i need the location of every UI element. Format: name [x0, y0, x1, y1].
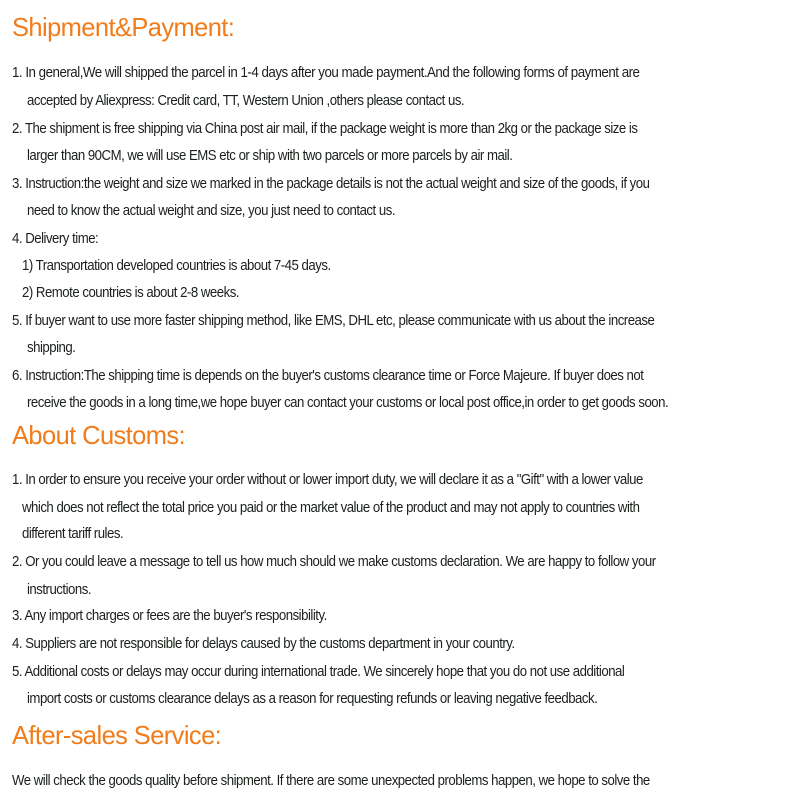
text-line: instructions. — [27, 582, 92, 598]
text-line: different tariff rules. — [22, 526, 124, 542]
text-line: larger than 90CM, we will use EMS etc or ship with two parcels or more parcels by air mail. — [27, 148, 513, 164]
text-line: receive the goods in a long time,we hope buyer can contact your customs or local post office,in order to get goods soon. — [27, 395, 669, 411]
section-heading-shipment-payment: Shipment&Payment: — [12, 12, 235, 42]
text-line: 6. Instruction:The shipping time is depends on the buyer's customs clearance time or Force Majeure. If buyer does not — [12, 368, 644, 384]
text-line: 4. Suppliers are not responsible for delays caused by the customs department in your country. — [12, 636, 515, 652]
section-heading-about-customs: About Customs: — [12, 420, 186, 450]
text-line: 4. Delivery time: — [12, 231, 99, 247]
section-heading-after-sales-service: After-sales Service: — [12, 720, 222, 750]
text-line: 1) Transportation developed countries is about 7-45 days. — [22, 258, 331, 274]
text-line: 2. The shipment is free shipping via China post air mail, if the package weight is more than 2kg or the package size is — [12, 121, 638, 137]
text-line: 5. Additional costs or delays may occur during international trade. We sincerely hope that you do not use additional — [12, 664, 625, 680]
text-line: 1. In general,We will shipped the parcel in 1-4 days after you made payment.And the following forms of payment are — [12, 65, 640, 81]
text-line: 2) Remote countries is about 2-8 weeks. — [22, 285, 239, 301]
text-line: 1. In order to ensure you receive your order without or lower import duty, we will declare it as a "Gift" with a lower value — [12, 472, 643, 488]
text-line: 3. Any import charges or fees are the buyer's responsibility. — [12, 608, 327, 624]
text-line: 5. If buyer want to use more faster shipping method, like EMS, DHL etc, please communicate with us about the increase — [12, 313, 655, 329]
text-line: need to know the actual weight and size, you just need to contact us. — [27, 203, 396, 219]
text-line: accepted by Aliexpress: Credit card, TT, Western Union ,others please contact us. — [27, 93, 465, 109]
text-line: 3. Instruction:the weight and size we marked in the package details is not the actual weight and size of the goods, if you — [12, 176, 650, 192]
text-line: We will check the goods quality before shipment. If there are some unexpected problems happen, we hope to solve the — [12, 773, 650, 789]
text-line: which does not reflect the total price you paid or the market value of the product and may not apply to countries with — [22, 500, 640, 516]
text-line: 2. Or you could leave a message to tell us how much should we make customs declaration. We are happy to follow your — [12, 554, 656, 570]
text-line: shipping. — [27, 340, 76, 356]
text-line: import costs or customs clearance delays as a reason for requesting refunds or leaving negative feedback. — [27, 691, 598, 707]
